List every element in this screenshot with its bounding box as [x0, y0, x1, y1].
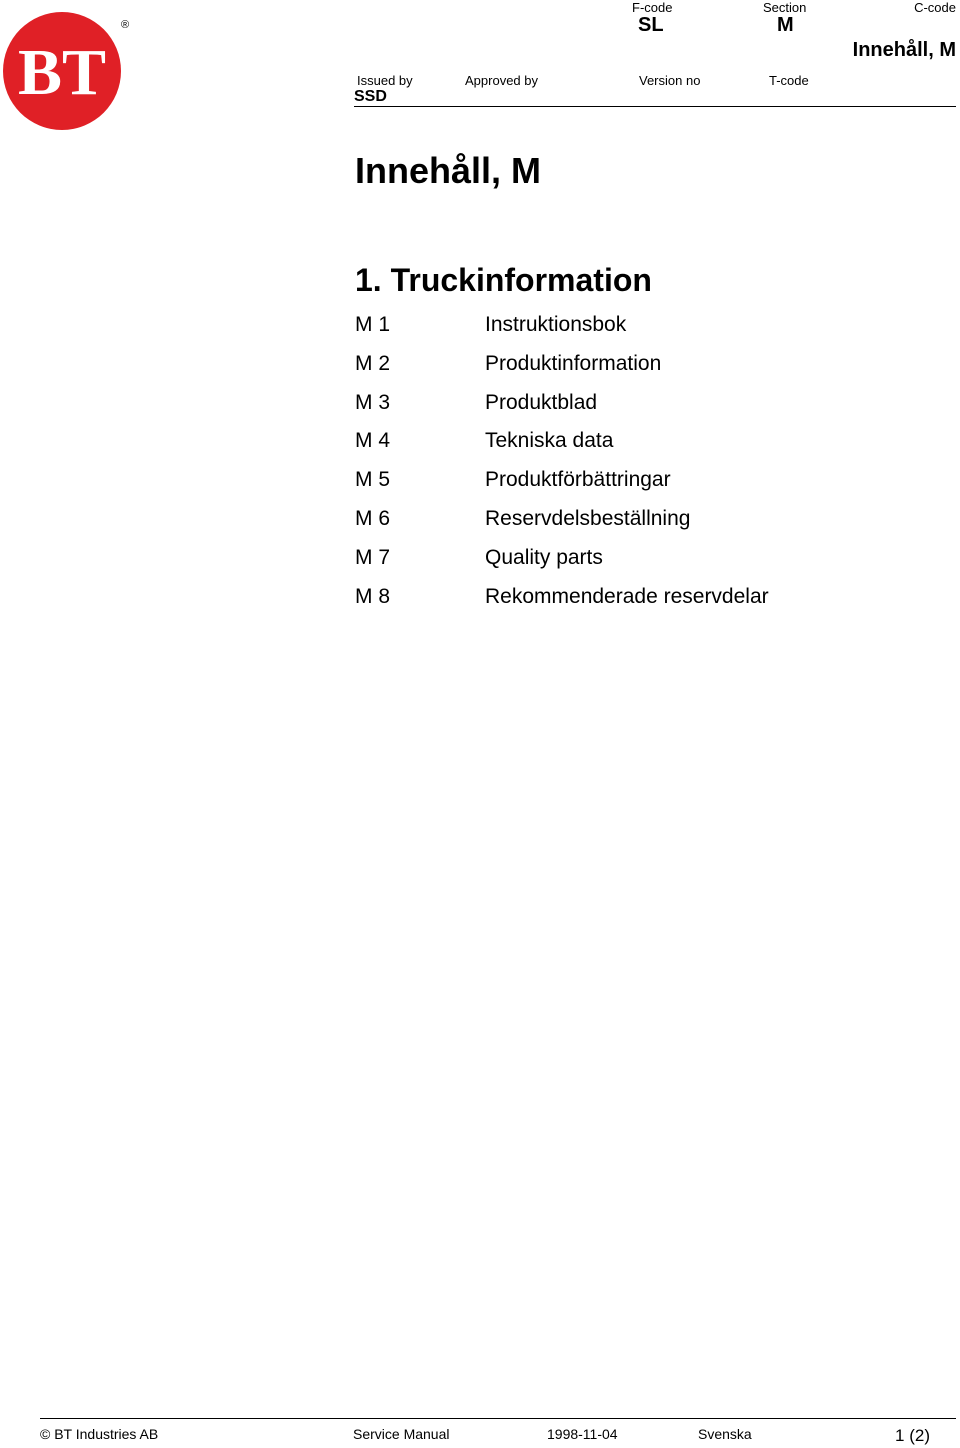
toc-title: Produktinformation	[485, 351, 662, 375]
toc-row	[355, 387, 915, 426]
toc-code: M 8	[355, 584, 391, 608]
c-code-value: Innehåll, M	[852, 39, 956, 61]
toc-title: Produktförbättringar	[485, 468, 671, 492]
toc-row	[355, 309, 915, 348]
footer-language: Svenska	[698, 1426, 752, 1442]
toc-title: Reservdelsbeställning	[485, 506, 691, 530]
version-no-label: Version no	[639, 73, 701, 88]
issued-by-label: Issued by	[357, 73, 413, 88]
toc-title: Rekommenderade reservdelar	[485, 584, 769, 608]
footer-doc-type: Service Manual	[353, 1426, 450, 1442]
toc-code: M 3	[355, 390, 391, 414]
t-code-label: T-code	[769, 73, 809, 88]
toc-row	[355, 425, 915, 464]
toc-title: Produktblad	[485, 390, 598, 414]
toc-row	[355, 581, 915, 620]
toc-code: M 4	[355, 429, 391, 453]
toc-code: M 1	[355, 313, 391, 336]
f-code-label: F-code	[632, 0, 673, 15]
table-of-contents	[355, 309, 915, 619]
f-code-value: SL	[638, 14, 664, 36]
toc-row	[355, 464, 915, 503]
toc-row	[355, 348, 915, 387]
footer-copyright: © BT Industries AB	[40, 1426, 159, 1442]
section-heading: 1. Truckinformation	[355, 262, 652, 298]
toc-code: M 6	[355, 506, 391, 530]
registered-mark: ®	[121, 19, 130, 31]
toc-code: M 2	[355, 351, 391, 375]
toc-title: Tekniska data	[485, 429, 614, 453]
issued-by-value: SSD	[354, 88, 387, 105]
toc-code: M 7	[355, 545, 391, 569]
c-code-label: C-code	[914, 0, 956, 15]
footer-divider	[40, 1418, 956, 1419]
logo-text: BT	[17, 36, 107, 109]
approved-by-label: Approved by	[465, 73, 538, 88]
footer-date: 1998-11-04	[547, 1426, 618, 1442]
document-title: Innehåll, M	[355, 150, 542, 191]
section-value: M	[777, 14, 794, 36]
toc-row	[355, 503, 915, 542]
bt-logo	[3, 12, 121, 130]
header-divider	[354, 106, 956, 107]
toc-code: M 5	[355, 468, 391, 492]
toc-title: Instruktionsbok	[485, 313, 627, 336]
toc-row	[355, 542, 915, 581]
section-label: Section	[763, 0, 807, 15]
footer-page-number: 1 (2)	[895, 1426, 930, 1445]
toc-title: Quality parts	[485, 545, 603, 569]
